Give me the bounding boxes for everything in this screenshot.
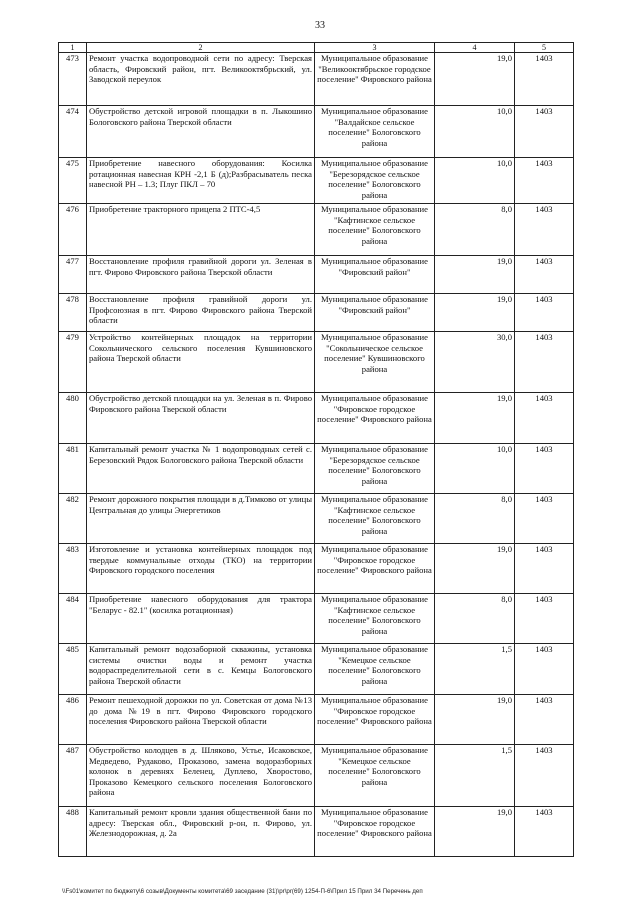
row-municipality: Муниципальное образование "Березорядское сельское поселение" Бологовского района (315, 444, 435, 494)
row-description: Приобретение навесного оборудования для трактора "Беларус - 82.1" (косилка ротационная) (87, 594, 315, 644)
row-code: 1403 (515, 807, 574, 857)
row-code: 1403 (515, 444, 574, 494)
row-amount: 10,0 (435, 444, 515, 494)
row-municipality: Муниципальное образование "Кафтинское сельское поселение" Бологовского района (315, 594, 435, 644)
row-description: Обустройство колодцев в д. Шляково, Устье, Исаковское, Медведево, Рудаково, Проказово, замена водоразборных колонок в деревнях Беленец, Дуплево, Хворостово, Проказово Кемецкого сельского поселения Бологовского района (87, 745, 315, 807)
row-municipality: Муниципальное образование "Сокольническое сельское поселение" Кувшиновского района (315, 332, 435, 393)
row-description: Обустройство детской площадки на ул. Зеленая в п. Фирово Фировского района Тверской области (87, 393, 315, 444)
row-code: 1403 (515, 594, 574, 644)
row-amount: 19,0 (435, 393, 515, 444)
column-header: 2 (87, 43, 315, 53)
row-amount: 19,0 (435, 256, 515, 294)
row-amount: 19,0 (435, 294, 515, 332)
row-municipality: Муниципальное образование "Фировский район" (315, 294, 435, 332)
row-number: 479 (59, 332, 87, 393)
row-municipality: Муниципальное образование "Кафтинское сельское поселение" Бологовского района (315, 204, 435, 256)
table-row (59, 444, 574, 494)
row-number: 474 (59, 106, 87, 158)
row-code: 1403 (515, 745, 574, 807)
table-row (59, 294, 574, 332)
table-row (59, 544, 574, 594)
row-number: 475 (59, 158, 87, 204)
table-row (59, 332, 574, 393)
row-municipality: Муниципальное образование "Фировское городское поселение" Фировского района (315, 544, 435, 594)
row-code: 1403 (515, 544, 574, 594)
row-description: Приобретение навесного оборудования: Косилка ротационная навесная КРН -2,1 Б (д);Разбрасыватель песка навесной РН – 1.3; Плуг ПКЛ – 70 (87, 158, 315, 204)
page-number: 33 (315, 20, 325, 31)
table-header-row (59, 43, 574, 53)
row-municipality: Муниципальное образование "Фировский район" (315, 256, 435, 294)
table-row (59, 158, 574, 204)
table-row (59, 807, 574, 857)
row-description: Капитальный ремонт водозаборной скважины, установка системы очистки воды и ремонт участка водораспределительной сети в с. Кемцы Бологовского района Тверской области (87, 644, 315, 695)
row-description: Восстановление профиля гравийной дороги ул. Профсоюзная в пгт. Фирово Фировского района Тверской области (87, 294, 315, 332)
row-description: Восстановление профиля гравийной дороги ул. Зеленая в пгт. Фирово Фировского района Тверской области (87, 256, 315, 294)
row-number: 484 (59, 594, 87, 644)
column-header: 5 (515, 43, 574, 53)
row-code: 1403 (515, 53, 574, 106)
column-header: 1 (59, 43, 87, 53)
table-row (59, 644, 574, 695)
row-description: Ремонт участка водопроводной сети по адресу: Тверская область, Фировский район, пгт. Великооктябрьский, ул. Заводской переулок (87, 53, 315, 106)
row-amount: 8,0 (435, 494, 515, 544)
row-municipality: Муниципальное образование "Березорядское сельское поселение" Бологовского района (315, 158, 435, 204)
expenditure-table (58, 42, 574, 857)
row-municipality: Муниципальное образование "Валдайское сельское поселение" Бологовского района (315, 106, 435, 158)
row-number: 478 (59, 294, 87, 332)
row-amount: 19,0 (435, 53, 515, 106)
row-amount: 8,0 (435, 594, 515, 644)
row-municipality: Муниципальное образование "Фировское городское поселение" Фировского района (315, 393, 435, 444)
table-row (59, 53, 574, 106)
row-number: 482 (59, 494, 87, 544)
row-number: 473 (59, 53, 87, 106)
row-amount: 1,5 (435, 745, 515, 807)
row-amount: 19,0 (435, 807, 515, 857)
table-row (59, 695, 574, 745)
row-municipality: Муниципальное образование "Великооктябрьское городское поселение" Фировского района (315, 53, 435, 106)
row-municipality: Муниципальное образование "Кемецкое сельское поселение" Бологовского района (315, 644, 435, 695)
row-number: 476 (59, 204, 87, 256)
row-description: Капитальный ремонт кровли здания общественной бани по адресу: Тверская обл., Фировский р-он, п. Фирово, ул. Железнодорожная, д. 2а (87, 807, 315, 857)
row-number: 480 (59, 393, 87, 444)
row-municipality: Муниципальное образование "Фировское городское поселение" Фировского района (315, 807, 435, 857)
column-header: 3 (315, 43, 435, 53)
table-row (59, 204, 574, 256)
table-row (59, 494, 574, 544)
row-municipality: Муниципальное образование "Кафтинское сельское поселение" Бологовского района (315, 494, 435, 544)
row-description: Изготовление и установка контейнерных площадок под твердые коммунальные отходы (ТКО) на территории Фировского городского поселения (87, 544, 315, 594)
row-municipality: Муниципальное образование "Кемецкое сельское поселение" Бологовского района (315, 745, 435, 807)
file-path-footer: \\Fs01\комитет по бюджету\6 созыв\Документы комитета\69 заседание (31)\pr\pr(69) 1254-П-6\Прил 15 Прил 34 Перечень деп (62, 888, 423, 895)
row-code: 1403 (515, 332, 574, 393)
row-number: 486 (59, 695, 87, 745)
table-row (59, 594, 574, 644)
row-amount: 30,0 (435, 332, 515, 393)
row-amount: 19,0 (435, 695, 515, 745)
row-amount: 19,0 (435, 544, 515, 594)
row-amount: 8,0 (435, 204, 515, 256)
row-number: 477 (59, 256, 87, 294)
row-number: 483 (59, 544, 87, 594)
row-description: Капитальный ремонт участка № 1 водопроводных сетей с. Березовский Рядок Бологовского района Тверской области (87, 444, 315, 494)
row-municipality: Муниципальное образование "Фировское городское поселение" Фировского района (315, 695, 435, 745)
row-code: 1403 (515, 494, 574, 544)
row-number: 485 (59, 644, 87, 695)
row-code: 1403 (515, 106, 574, 158)
row-description: Устройство контейнерных площадок на территории Сокольнического сельского поселения Кувшиновского района Тверской области (87, 332, 315, 393)
row-code: 1403 (515, 695, 574, 745)
row-code: 1403 (515, 393, 574, 444)
table-row (59, 106, 574, 158)
row-number: 487 (59, 745, 87, 807)
row-description: Ремонт пешеходной дорожки по ул. Советская от дома №13 до дома №19 в пгт. Фирово Фировского городского поселения Фировского района Тверской области (87, 695, 315, 745)
row-amount: 10,0 (435, 158, 515, 204)
row-number: 488 (59, 807, 87, 857)
column-header: 4 (435, 43, 515, 53)
row-amount: 10,0 (435, 106, 515, 158)
row-code: 1403 (515, 294, 574, 332)
table-row (59, 393, 574, 444)
row-description: Приобретение тракторного прицепа 2 ПТС-4,5 (87, 204, 315, 256)
row-description: Ремонт дорожного покрытия площади в д.Тимково от улицы Центральная до улицы Энергетиков (87, 494, 315, 544)
table-row (59, 745, 574, 807)
row-code: 1403 (515, 644, 574, 695)
row-code: 1403 (515, 256, 574, 294)
table-row (59, 256, 574, 294)
row-number: 481 (59, 444, 87, 494)
row-amount: 1,5 (435, 644, 515, 695)
row-code: 1403 (515, 158, 574, 204)
row-code: 1403 (515, 204, 574, 256)
row-description: Обустройство детской игровой площадки в п. Лыкошино Бологовского района Тверской области (87, 106, 315, 158)
